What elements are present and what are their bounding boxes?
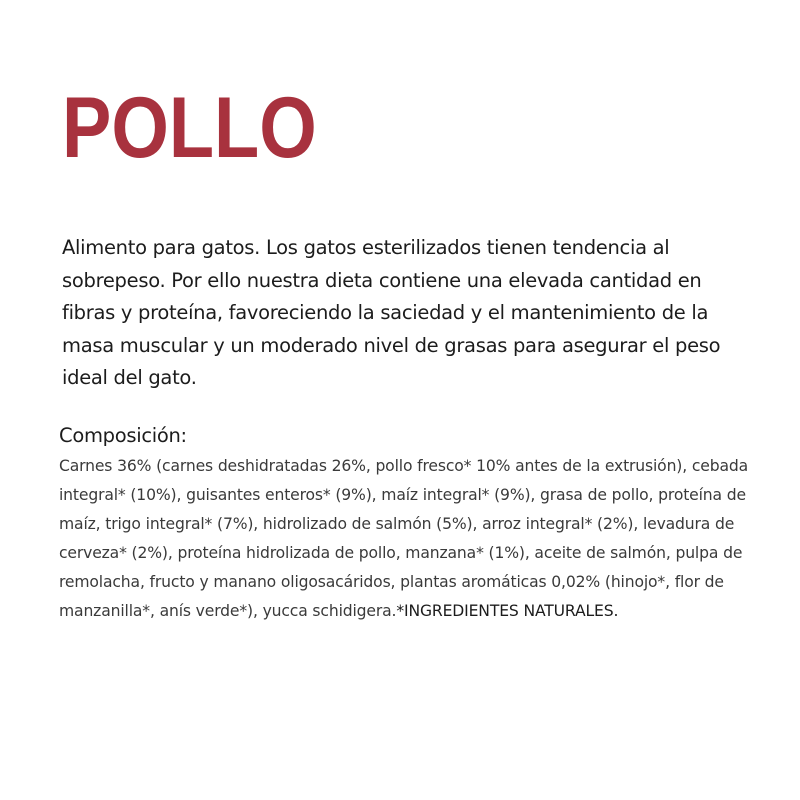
composition-ingredients: Carnes 36% (carnes deshidratadas 26%, pollo fresco* 10% antes de la extrusión), cebada integral* (10%), guisantes enteros* (9%), maíz integral* (9%), grasa de pollo, proteína de maíz, trigo integral* (7%), hidrolizado de salmón (5%), arroz integral* (2%), levadura de cerveza* (2%), proteína hidrolizada de pollo, manzana* (1%), aceite de salmón, pulpa de remolacha, fructo y manano oligosacáridos, plantas aromáticas 0,02% (hinojo*, flor de manzanilla*, anís verde*), yucca schidigera. bbox=[59, 457, 749, 620]
composition-note: *INGREDIENTES NATURALES. bbox=[396, 602, 619, 620]
composition-text bbox=[59, 452, 749, 626]
product-description: Alimento para gatos. Los gatos esterilizados tienen tendencia al sobrepeso. Por ello nuestra dieta contiene una elevada cantidad en fibras y proteína, favoreciendo la saciedad y el mantenimiento de la masa muscular y un moderado nivel de grasas para asegurar el peso ideal del gato. bbox=[62, 236, 721, 389]
product-title: POLLO bbox=[62, 80, 317, 176]
composition-heading: Composición: bbox=[59, 424, 187, 447]
